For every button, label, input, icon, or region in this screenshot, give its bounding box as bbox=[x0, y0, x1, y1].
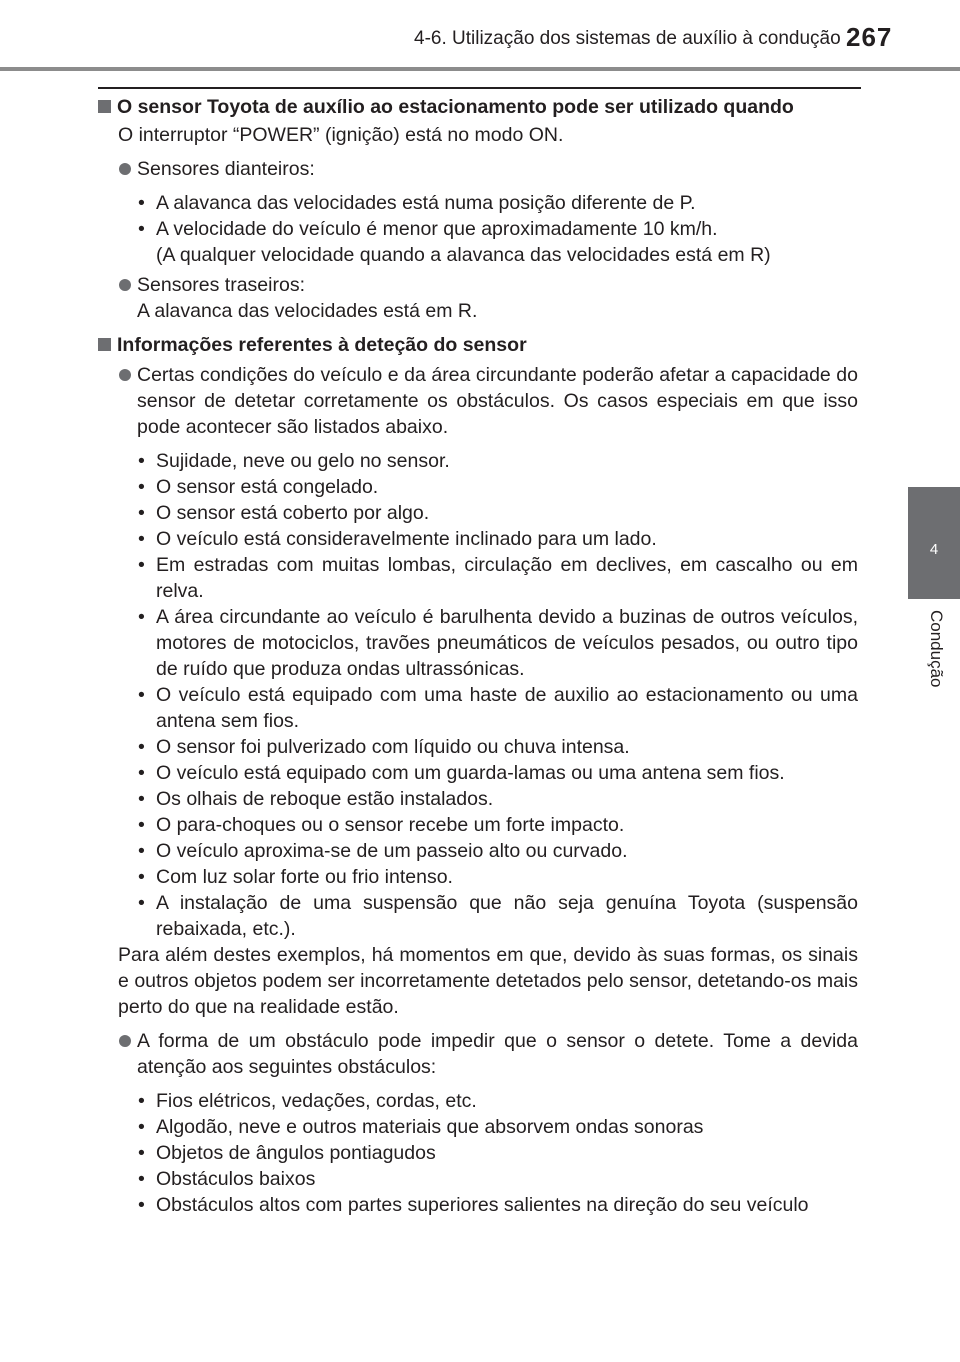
square-bullet-icon bbox=[98, 338, 111, 351]
list-item: • A instalação de uma suspensão que não seja genuína Toyota (suspensão rebaixada, etc.). bbox=[98, 890, 858, 942]
bullet-list bbox=[98, 448, 858, 942]
circle-bullet-icon bbox=[119, 369, 131, 381]
square-bullet-icon bbox=[98, 100, 111, 113]
list-item: • O veículo está consideravelmente inclinado para um lado. bbox=[98, 526, 858, 552]
content-top-rule bbox=[98, 87, 861, 89]
section-title: 4-6. Utilização dos sistemas de auxílio à condução bbox=[414, 28, 841, 49]
item-text: A alavanca das velocidades está em R. bbox=[137, 300, 478, 322]
heading-text: Informações referentes à deteção do sensor bbox=[117, 334, 527, 356]
page-number: 267 bbox=[846, 22, 893, 52]
list-item: • Algodão, neve e outros materiais que absorvem ondas sonoras bbox=[98, 1114, 858, 1140]
list-item: • O veículo está equipado com um guarda-lamas ou uma antena sem fios. bbox=[98, 760, 858, 786]
list-item: • Sujidade, neve ou gelo no sensor. bbox=[98, 448, 858, 474]
list-item: • Fios elétricos, vedações, cordas, etc. bbox=[98, 1088, 858, 1114]
chapter-number: 4 bbox=[929, 541, 939, 558]
list-item: • O sensor está congelado. bbox=[98, 474, 858, 500]
page-content bbox=[98, 94, 858, 1218]
circle-bullet-icon bbox=[119, 1035, 131, 1047]
list-item: • O sensor foi pulverizado com líquido ou chuva intensa. bbox=[98, 734, 858, 760]
bullet-list bbox=[98, 1088, 858, 1218]
item-label: Sensores dianteiros: bbox=[137, 158, 315, 180]
list-item: • O veículo aproxima-se de um passeio alto ou curvado. bbox=[98, 838, 858, 864]
list-item: • Em estradas com muitas lombas, circulação em declives, em cascalho ou em relva. bbox=[98, 552, 858, 604]
list-item: • O sensor está coberto por algo. bbox=[98, 500, 858, 526]
list-item: • O veículo está equipado com uma haste de auxilio ao estacionamento ou uma antena sem fios. bbox=[98, 682, 858, 734]
list-item: • A área circundante ao veículo é barulhenta devido a buzinas de outros veículos, motores de motociclos, travões pneumáticos de veículos pesados, ou outro tipo de ruído que produza ondas ultrassónicas. bbox=[98, 604, 858, 682]
list-item bbox=[98, 156, 858, 182]
item-text: Certas condições do veículo e da área circundante poderão afetar a capacidade do sensor de detetar corretamente os obstáculos. Os casos especiais em que isso pode acontecer são listados abaixo. bbox=[137, 364, 858, 438]
item-label: Sensores traseiros: bbox=[137, 274, 305, 296]
list-item: • Obstáculos baixos bbox=[98, 1166, 858, 1192]
intro-text: O interruptor “POWER” (ignição) está no modo ON. bbox=[118, 124, 564, 146]
section-heading bbox=[98, 332, 858, 358]
note-text: (A qualquer velocidade quando a alavanca das velocidades está em R) bbox=[156, 244, 771, 266]
circle-bullet-icon bbox=[119, 279, 131, 291]
list-item: • Com luz solar forte ou frio intenso. bbox=[98, 864, 858, 890]
list-item: • Objetos de ângulos pontiagudos bbox=[98, 1140, 858, 1166]
list-item: • A velocidade do veículo é menor que aproximadamente 10 km/h. bbox=[98, 216, 858, 242]
bullet-list bbox=[98, 190, 858, 242]
chapter-label: Condução bbox=[927, 610, 946, 688]
paragraph-text: Para além destes exemplos, há momentos em que, devido às suas formas, os sinais e outros objetos podem ser incorretamente detetados pelo sensor, detetando-os mais perto do que na realidade estão. bbox=[118, 944, 858, 1018]
list-item bbox=[98, 362, 858, 440]
list-item: • Os olhais de reboque estão instalados. bbox=[98, 786, 858, 812]
heading-text: O sensor Toyota de auxílio ao estacionamento pode ser utilizado quando bbox=[117, 96, 794, 118]
list-item bbox=[98, 1028, 858, 1080]
circle-bullet-icon bbox=[119, 163, 131, 175]
section-heading bbox=[98, 94, 858, 120]
list-item: • O para-choques ou o sensor recebe um forte impacto. bbox=[98, 812, 858, 838]
list-item: • A alavanca das velocidades está numa posição diferente de P. bbox=[98, 190, 858, 216]
header-divider bbox=[0, 67, 960, 71]
list-item: • Obstáculos altos com partes superiores salientes na direção do seu veículo bbox=[98, 1192, 858, 1218]
chapter-tab bbox=[908, 487, 960, 599]
list-item bbox=[98, 272, 858, 298]
item-text: A forma de um obstáculo pode impedir que o sensor o detete. Tome a devida atenção aos seguintes obstáculos: bbox=[137, 1030, 858, 1078]
